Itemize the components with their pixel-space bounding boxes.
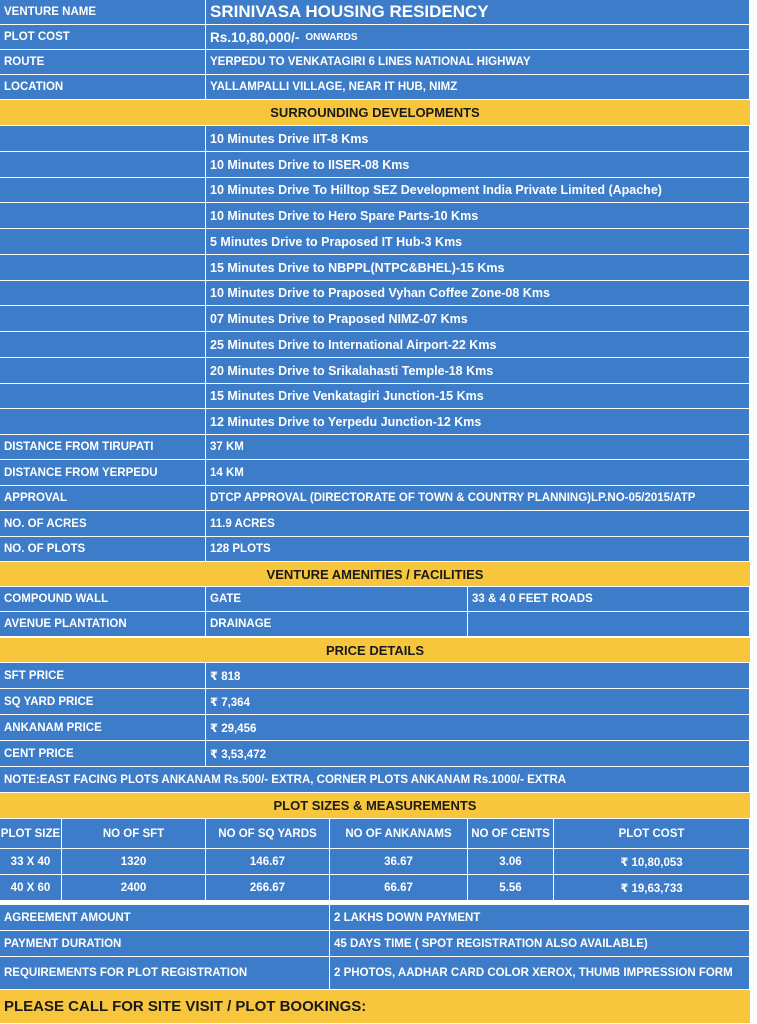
amenity-avenue-plantation: AVENUE PLANTATION: [0, 612, 206, 637]
amenity-empty: [468, 612, 750, 637]
surrounding-item: 25 Minutes Drive to International Airport-22 Kms: [206, 332, 750, 358]
surrounding-blank-cell: [0, 358, 206, 384]
detail-label: DISTANCE FROM TIRUPATI: [0, 435, 206, 460]
surrounding-item: 10 Minutes Drive to Hero Spare Parts-10 Kms: [206, 203, 750, 229]
price-value: ₹ 29,456: [206, 715, 750, 741]
plot-table-header: NO OF SQ YARDS: [206, 819, 330, 849]
surrounding-blank-cell: [0, 332, 206, 358]
surrounding-blank-cell: [0, 178, 206, 203]
price-value: ₹ 3,53,472: [206, 741, 750, 767]
surrounding-blank-cell: [0, 409, 206, 435]
plot-cost-label: PLOT COST: [0, 25, 206, 50]
detail-value: DTCP APPROVAL (DIRECTORATE OF TOWN & COUNTRY PLANNING)LP.NO-05/2015/ATP: [206, 486, 750, 511]
plot-table-cell: 5.56: [468, 875, 554, 901]
price-details-title: PRICE DETAILS: [0, 638, 750, 663]
surrounding-item: 10 Minutes Drive to Praposed Vyhan Coffee Zone-08 Kms: [206, 281, 750, 306]
amenity-compound-wall: COMPOUND WALL: [0, 587, 206, 612]
plot-table-cell: 66.67: [330, 875, 468, 901]
surrounding-item: 10 Minutes Drive To Hilltop SEZ Development India Private Limited (Apache): [206, 178, 750, 203]
route-label: ROUTE: [0, 50, 206, 75]
plot-table-header: PLOT COST: [554, 819, 750, 849]
amenity-gate: GATE: [206, 587, 468, 612]
detail-value: 37 KM: [206, 435, 750, 460]
detail-value: 11.9 ACRES: [206, 511, 750, 537]
price-label: CENT PRICE: [0, 741, 206, 767]
plot-table-cell: 3.06: [468, 849, 554, 875]
price-value: ₹ 7,364: [206, 689, 750, 715]
detail-value: 128 PLOTS: [206, 537, 750, 562]
venture-name-value: SRINIVASA HOUSING RESIDENCY: [206, 0, 750, 25]
plot-table-cell: 40 X 60: [0, 875, 62, 901]
surrounding-item: 20 Minutes Drive to Srikalahasti Temple-18 Kms: [206, 358, 750, 384]
detail-label: APPROVAL: [0, 486, 206, 511]
surrounding-item: 10 Minutes Drive to IISER-08 Kms: [206, 152, 750, 178]
call-for-site-visit: PLEASE CALL FOR SITE VISIT / PLOT BOOKINGS:: [0, 990, 750, 1024]
location-value: YALLAMPALLI VILLAGE, NEAR IT HUB, NIMZ: [206, 75, 750, 100]
surrounding-blank-cell: [0, 255, 206, 281]
plot-table-header: NO OF SFT: [62, 819, 206, 849]
surrounding-item: 15 Minutes Drive to NBPPL(NTPC&BHEL)-15 Kms: [206, 255, 750, 281]
amenity-drainage: DRAINAGE: [206, 612, 468, 637]
term-value: 2 PHOTOS, AADHAR CARD COLOR XEROX, THUMB IMPRESSION FORM: [330, 957, 750, 990]
detail-label: NO. OF PLOTS: [0, 537, 206, 562]
term-label: REQUIREMENTS FOR PLOT REGISTRATION: [0, 957, 330, 990]
location-label: LOCATION: [0, 75, 206, 100]
plot-table-cell: 2400: [62, 875, 206, 901]
plot-table-cell: ₹ 19,63,733: [554, 875, 750, 901]
term-value: 45 DAYS TIME ( SPOT REGISTRATION ALSO AVAILABLE): [330, 931, 750, 957]
amenities-title: VENTURE AMENITIES / FACILITIES: [0, 562, 750, 587]
surrounding-blank-cell: [0, 203, 206, 229]
detail-value: 14 KM: [206, 460, 750, 486]
plot-cost-suffix: ONWARDS: [305, 31, 358, 43]
amenity-roads: 33 & 4 0 FEET ROADS: [468, 587, 750, 612]
plot-cost-value: Rs.10,80,000/-: [210, 29, 300, 45]
route-value: YERPEDU TO VENKATAGIRI 6 LINES NATIONAL HIGHWAY: [206, 50, 750, 75]
surrounding-developments-title: SURROUNDING DEVELOPMENTS: [0, 100, 750, 126]
plot-table-cell: 1320: [62, 849, 206, 875]
surrounding-item: 10 Minutes Drive IIT-8 Kms: [206, 126, 750, 152]
plot-table-cell: 146.67: [206, 849, 330, 875]
term-label: PAYMENT DURATION: [0, 931, 330, 957]
surrounding-item: 12 Minutes Drive to Yerpedu Junction-12 Kms: [206, 409, 750, 435]
term-label: AGREEMENT AMOUNT: [0, 905, 330, 931]
surrounding-blank-cell: [0, 126, 206, 152]
surrounding-blank-cell: [0, 281, 206, 306]
plot-table-cell: ₹ 10,80,053: [554, 849, 750, 875]
term-value: 2 LAKHS DOWN PAYMENT: [330, 905, 750, 931]
price-label: SQ YARD PRICE: [0, 689, 206, 715]
price-label: SFT PRICE: [0, 663, 206, 689]
plot-sizes-title: PLOT SIZES & MEASUREMENTS: [0, 793, 750, 819]
surrounding-item: 07 Minutes Drive to Praposed NIMZ-07 Kms: [206, 306, 750, 332]
plot-table-cell: 266.67: [206, 875, 330, 901]
surrounding-blank-cell: [0, 384, 206, 409]
detail-label: NO. OF ACRES: [0, 511, 206, 537]
price-note: NOTE:EAST FACING PLOTS ANKANAM Rs.500/- EXTRA, CORNER PLOTS ANKANAM Rs.1000/- EXTRA: [0, 767, 750, 793]
plot-table-header: NO OF ANKANAMS: [330, 819, 468, 849]
surrounding-item: 15 Minutes Drive Venkatagiri Junction-15 Kms: [206, 384, 750, 409]
venture-name-label: VENTURE NAME: [0, 0, 206, 25]
surrounding-item: 5 Minutes Drive to Praposed IT Hub-3 Kms: [206, 229, 750, 255]
surrounding-blank-cell: [0, 306, 206, 332]
plot-table-header: PLOT SIZE: [0, 819, 62, 849]
plot-table-header: NO OF CENTS: [468, 819, 554, 849]
detail-label: DISTANCE FROM YERPEDU: [0, 460, 206, 486]
plot-table-cell: 36.67: [330, 849, 468, 875]
price-value: ₹ 818: [206, 663, 750, 689]
surrounding-blank-cell: [0, 229, 206, 255]
price-label: ANKANAM PRICE: [0, 715, 206, 741]
plot-cost-cell: [206, 25, 750, 50]
surrounding-blank-cell: [0, 152, 206, 178]
plot-table-cell: 33 X 40: [0, 849, 62, 875]
